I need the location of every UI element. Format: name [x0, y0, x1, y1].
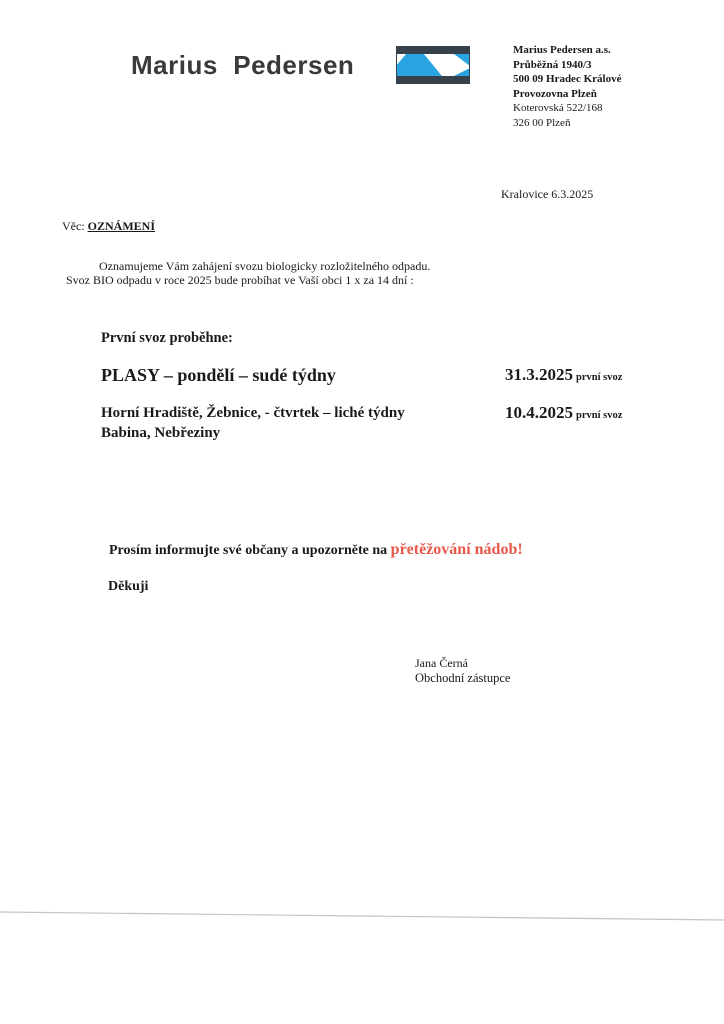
signature-name: Jana Černá: [415, 656, 468, 670]
schedule-label-babina: Babina, Nebřeziny: [101, 425, 221, 441]
schedule-label-plasy: PLASY – pondělí – sudé týdny: [101, 365, 336, 385]
company-name: Marius Pedersen a.s.: [513, 44, 611, 56]
schedule-date-value: 31.3.2025: [505, 365, 573, 384]
intro-line-2: Svoz BIO odpadu v roce 2025 bude probíhat ve Vaší obci 1 x za 14 dní :: [66, 273, 414, 287]
intro-line-1: Oznamujeme Vám zahájení svozu biologicky rozložitelného odpadu.: [99, 259, 431, 273]
company-city: 500 09 Hradec Králové: [513, 73, 622, 85]
notice-text: [109, 541, 523, 559]
notice-body: Prosím informujte své občany a upozorněte na: [109, 543, 391, 558]
subject-line: [62, 219, 155, 234]
branch-city: 326 00 Plzeň: [513, 116, 571, 129]
company-branch: Provozovna Plzeň: [513, 87, 597, 100]
subject-prefix: Věc:: [62, 219, 88, 233]
brand-name: Marius Pedersen: [131, 50, 355, 80]
branch-street: Koterovská 522/168: [513, 102, 603, 114]
letter-date: Kralovice 6.3.2025: [501, 187, 594, 201]
schedule-date-horni-hradiste: [505, 403, 622, 423]
schedule-date-plasy: [505, 365, 622, 385]
company-street: Průběžná 1940/3: [513, 58, 592, 71]
schedule-date-note: první svoz: [576, 410, 623, 421]
company-logo-icon: [396, 46, 470, 84]
page-divider: [0, 910, 724, 924]
notice-highlight: přetěžování nádob!: [390, 541, 523, 558]
thanks-text: Děkuji: [108, 579, 149, 594]
schedule-label-horni-hradiste: Horní Hradiště, Žebnice, - čtvrtek – liché týdny: [101, 405, 405, 421]
subject-heading: OZNÁMENÍ: [87, 219, 155, 233]
schedule-date-note: první svoz: [576, 372, 623, 383]
signature-role: Obchodní zástupce: [415, 671, 511, 685]
company-address: [513, 43, 621, 130]
first-pickup-title: První svoz proběhne:: [101, 330, 233, 346]
schedule-date-value: 10.4.2025: [505, 403, 573, 422]
